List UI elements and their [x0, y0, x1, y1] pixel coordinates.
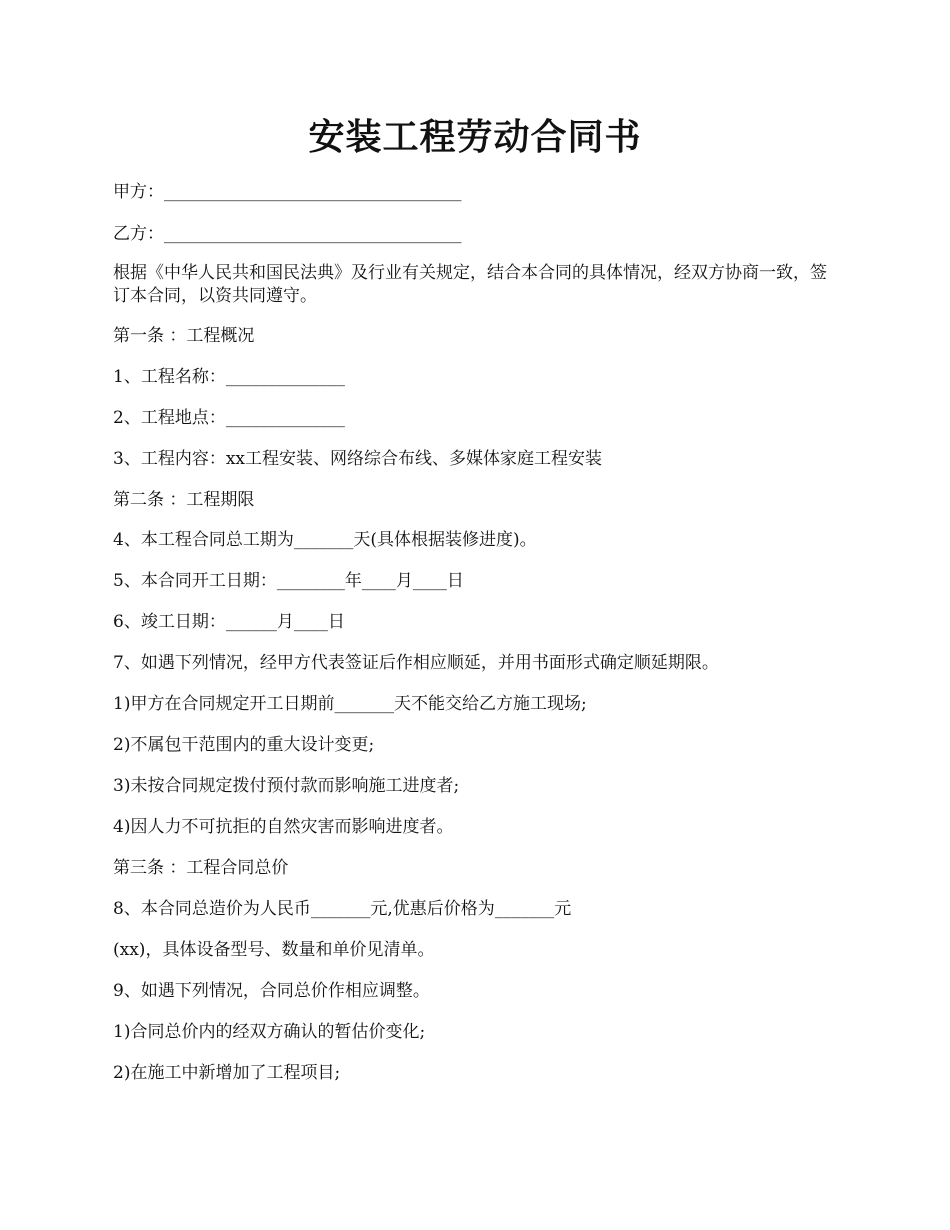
clause-7: 7、如遇下列情况，经甲方代表签证后作相应顺延，并用书面形式确定顺延期限。	[113, 653, 719, 673]
clause-2: 2、工程地点：______________	[113, 408, 345, 428]
clause-9-item-1: 1)合同总价内的经双方确认的暂估价变化;	[113, 1022, 426, 1042]
clause-6: 6、竣工日期：______月____日	[113, 612, 345, 632]
clause-9: 9、如遇下列情况，合同总价作相应调整。	[113, 981, 430, 1001]
article-1-heading: 第一条 ：工程概况	[113, 326, 255, 346]
clause-7-item-3: 3)未按合同规定拨付预付款而影响施工进度者;	[113, 776, 460, 796]
clause-1: 1、工程名称：______________	[113, 367, 345, 387]
clause-7-item-4: 4)因人力不可抗拒的自然灾害而影响进度者。	[113, 817, 454, 837]
clause-9-item-2: 2)在施工中新增加了工程项目;	[113, 1063, 341, 1083]
preamble-paragraph: 根据《中华人民共和国民法典》及行业有关规定，结合本合同的具体情况，经双方协商一致，签订本合同，以资共同遵守。	[113, 263, 827, 306]
clause-5: 5、本合同开工日期：________年____月____日	[113, 571, 464, 591]
article-3-heading: 第三条 ：工程合同总价	[113, 858, 289, 878]
document-title: 安装工程劳动合同书	[308, 116, 642, 158]
clause-3: 3、工程内容：xx工程安装、网络综合布线、多媒体家庭工程安装	[113, 449, 602, 469]
party-b-line: 乙方：___________________________________	[113, 224, 462, 244]
clause-7-item-1: 1)甲方在合同规定开工日期前_______天不能交给乙方施工现场;	[113, 694, 587, 714]
clause-8-continuation: (xx)，具体设备型号、数量和单价见清单。	[113, 940, 435, 960]
clause-7-item-2: 2)不属包干范围内的重大设计变更;	[113, 735, 375, 755]
article-2-heading: 第二条 ：工程期限	[113, 490, 255, 510]
clause-4: 4、本工程合同总工期为_______天(具体根据装修进度)。	[113, 530, 537, 550]
party-a-line: 甲方：___________________________________	[113, 182, 462, 202]
clause-8: 8、本合同总造价为人民币_______元,优惠后价格为_______元	[113, 899, 572, 919]
